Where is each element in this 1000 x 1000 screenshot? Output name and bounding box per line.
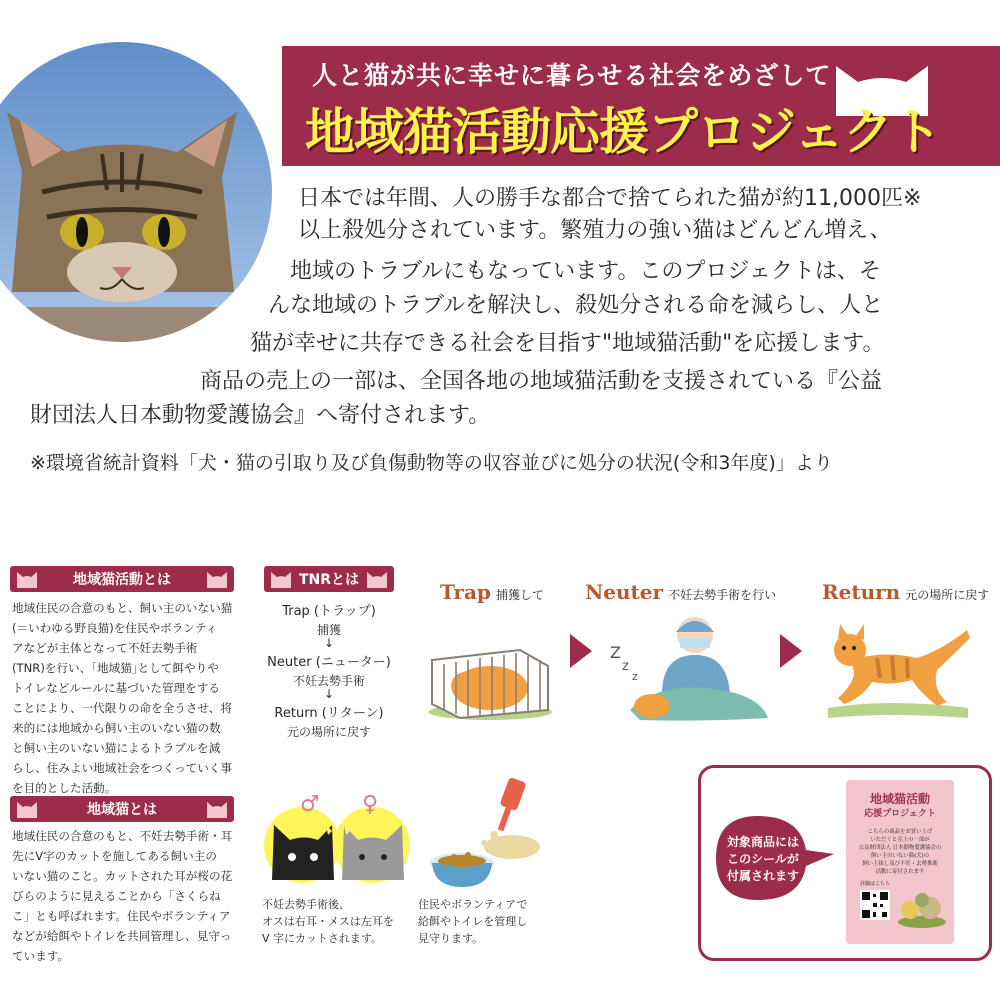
activity-line: ことにより、一代限りの命を全うさせ、将 [12, 701, 232, 715]
intro-line-4: んな地域のトラブルを解決し、殺処分される命を減らし、人と [268, 293, 884, 318]
feeding-caption-line: 見守ります。 [418, 932, 484, 945]
arrow-right-icon [780, 634, 802, 668]
animal-group-illustration [896, 888, 948, 928]
intro-line-6: 商品の売上の一部は、全国各地の地域猫活動を支援されている『公益 [200, 369, 883, 394]
activity-line: と飼い主のいない猫によるトラブルを減 [12, 741, 221, 755]
qr-code-icon [860, 890, 890, 920]
community-cat-line: こ」とも呼ばれます。住民やボランティア [12, 909, 231, 923]
step-neuter-title: Neuter [585, 580, 664, 604]
intro-line-7: 財団法人日本動物愛護協会』へ寄付されます。 [30, 403, 491, 428]
community-cat-line: などが給餌やトイレを共同管理し、見守っ [12, 929, 232, 943]
cat-head-icon [16, 800, 38, 818]
cat-photo [0, 42, 272, 342]
sticker-subtitle: 応援プロジェクト [864, 809, 936, 819]
activity-line: (TNR)を行い、｢地域猫｣として餌やりや [12, 661, 219, 675]
sticker-title: 地域猫活動 [869, 792, 930, 806]
tnr-return-meaning: 元の場所に戻す [286, 725, 371, 739]
sticker-text-line: こちらの商品をお買い上げ [867, 829, 933, 835]
cat-head-icon [206, 570, 228, 588]
activity-header [10, 566, 234, 592]
statistics-note: ※環境省統計資料「犬・猫の引取り及び負傷動物等の収容並びに処分の状況(令和3年度)」より [30, 452, 833, 474]
sticker-callout [716, 834, 810, 885]
activity-line: らし、住みよい地域社会をつくっていく事 [12, 761, 233, 775]
activity-line: トイレなどルールに基づいた管理をする [12, 681, 220, 695]
activity-line: 来的には地域から飼い主のいない猫の数 [12, 721, 221, 735]
tnr-arrow: ↓ [323, 687, 335, 701]
step-trap-heading [440, 580, 544, 604]
intro-line-1: 日本では年間、人の勝手な都合で捨てられた猫が約11,000匹※ [298, 186, 922, 211]
community-cat-description [12, 826, 246, 966]
feeding-toilet-illustration [424, 775, 554, 890]
sticker-text-line: 飼い主探し及び不妊・去勢推進 [862, 861, 938, 867]
sticker-callout-line: このシールが [727, 852, 799, 866]
community-cat-line: ています。 [12, 949, 70, 963]
community-cat-line: 地域住民の合意のもと、不妊去勢手術・耳 [12, 829, 233, 843]
activity-header-label: 地域猫活動とは [73, 572, 171, 588]
tnr-neuter: Neuter (ニューター) [267, 655, 391, 670]
tnr-arrow: ↓ [323, 636, 335, 650]
ear-cut-cats-illustration [262, 785, 412, 885]
ear-cut-caption-line: オスは右耳・メスは左耳を [262, 915, 394, 928]
cat-head-icon [16, 570, 38, 588]
arrow-right-icon [570, 634, 592, 668]
trap-cage-illustration [420, 620, 560, 720]
activity-description [12, 598, 246, 798]
feeding-caption-line: 住民やボランティアで [418, 898, 528, 911]
running-cat-illustration [822, 620, 972, 720]
intro-line-2: 以上殺処分されています。繁殖力の強い猫はどんどん増え、 [298, 218, 892, 243]
tnr-trap-meaning: 捕獲 [316, 623, 341, 637]
tnr-return: Return (リターン) [274, 706, 384, 721]
community-cat-header [10, 796, 234, 822]
step-trap-title: Trap [440, 580, 491, 604]
ear-cut-caption-line: V 字にカットされます。 [262, 932, 383, 945]
feeding-caption-line: 給餌やトイレを管理し [418, 915, 528, 928]
ear-cut-caption-line: 不妊去勢手術後、 [262, 898, 350, 911]
activity-line: アなどが主体となって不妊去勢手術 [12, 641, 198, 655]
tnr-header [264, 566, 394, 592]
tnr-header-label: TNRとは [298, 572, 360, 588]
cat-head-icon [270, 570, 292, 588]
step-neuter-sub: 不妊去勢手術を行い [668, 588, 777, 602]
community-cat-line: 先にV字のカットを施してある飼い主の [12, 849, 217, 863]
community-cat-header-label: 地域猫とは [87, 802, 157, 818]
feeding-caption [418, 896, 558, 947]
sticker-detail-label: 詳細はこちら [860, 881, 891, 887]
activity-line: を目的とした活動。 [12, 781, 117, 795]
svg-text:z: z [632, 670, 638, 683]
community-cat-line: びらのように見えることから「さくらね [12, 889, 221, 903]
banner-title: 地域猫活動応援プロジェクト [305, 103, 941, 161]
cat-head-icon [366, 570, 388, 588]
sticker-text-line: いただくと売上の一部が [870, 837, 930, 843]
activity-line: 地域住民の合意のもと、飼い主のいない猫 [12, 601, 233, 615]
community-cat-line: いない猫のこと。カットされた耳が桜の花 [12, 869, 233, 883]
svg-text:Z: Z [610, 643, 621, 662]
sticker-text [850, 828, 950, 876]
sticker-callout-line: 対象商品には [726, 835, 799, 849]
step-return-sub: 元の場所に戻す [905, 588, 990, 602]
step-return-title: Return [822, 580, 901, 604]
cat-head-icon [206, 800, 228, 818]
step-trap-sub: 捕獲して [496, 588, 545, 602]
step-return-heading [822, 580, 989, 604]
sticker-text-line: 公益財団法人 日本動物愛護協会の [858, 845, 942, 851]
female-symbol-icon: ♀ [362, 792, 379, 817]
sticker-callout-line: 付属されます [726, 869, 799, 883]
male-symbol-icon: ♂ [300, 792, 320, 817]
step-neuter-heading [585, 580, 776, 604]
neuter-surgery-illustration [600, 610, 770, 725]
ear-cut-caption [262, 896, 412, 947]
tnr-neuter-meaning: 不妊去勢手術 [292, 674, 365, 688]
sticker-text-line: 活動に寄付されます [875, 869, 925, 875]
tnr-trap: Trap (トラップ) [282, 604, 376, 619]
activity-line: (＝いわゆる野良猫)を住民やボランティ [12, 621, 218, 635]
intro-line-3: 地域のトラブルにもなっています。このプロジェクトは、そ [290, 259, 881, 284]
svg-text:z: z [622, 659, 629, 674]
intro-line-5: 猫が幸せに共存できる社会を目指す"地域猫活動"を応援します。 [250, 331, 885, 356]
banner-subtitle: 人と猫が共に幸せに暮らせる社会をめざして [312, 61, 832, 90]
sticker-text-line: 飼い主のいない猫(犬)の [870, 853, 930, 859]
